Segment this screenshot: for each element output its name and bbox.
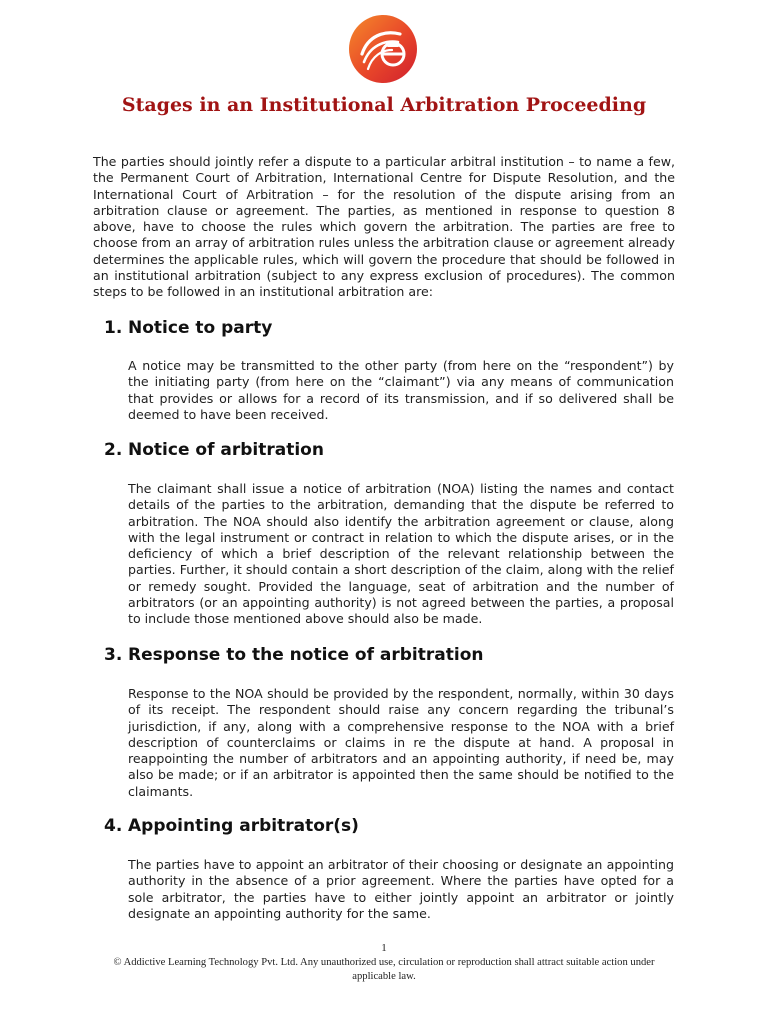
section-heading-response [104, 645, 483, 665]
document-title: Stages in an Institutional Arbitration Proceeding [121, 94, 647, 116]
section-number: 4. [104, 816, 123, 836]
section-heading-appointing-arbitrators [104, 816, 359, 836]
section-heading-notice-of-arbitration [104, 440, 324, 460]
section-number: 3. [104, 645, 123, 665]
section-number: 2. [104, 440, 123, 460]
section-title: Notice to party [128, 318, 273, 338]
section-paragraph-response: Response to the NOA should be provided by the respondent, normally, within 30 days of its receipt. The respondent should raise any concern regarding the tribunal’s jurisdiction, if any, along with a comprehensive response to the NOA with a brief description of counterclaims or claims in re the dispute at hand. A proposal in reappointing the number of arbitrators and an appointing authority, if need be, may also be made; or if an arbitrator is appointed then the same should be notified to the claimants. [128, 686, 674, 799]
section-paragraph-notice-of-arbitration: The claimant shall issue a notice of arbitration (NOA) listing the names and contact details of the parties to the arbitration, demanding that the dispute be referred to arbitration. The NOA should also identify the arbitration agreement or clause, along with the legal instrument or contract in relation to which the dispute arises, or in the deficiency of which a brief description of the relevant relationship between the parties. Further, it should contain a short description of the claim, along with the relief or remedy sought. Provided the language, seat of arbitration and the number of arbitrators (or an appointing authority) is not agreed between the parties, a proposal to include those mentioned above should also be made. [128, 481, 674, 627]
section-paragraph-notice-to-party: A notice may be transmitted to the other party (from here on the “respondent”) by the initiating party (from here on the “claimant”) via any means of communication that provides or allows for a record of its transmission, and if so delivered shall be deemed to have been received. [128, 358, 674, 422]
section-paragraph-appointing-arbitrators: The parties have to appoint an arbitrator of their choosing or designate an appointing authority in the absence of a prior agreement. Where the parties have opted for a sole arbitrator, the parties have to either jointly appoint an arbitrator or jointly designate an appointing authority for the same. [128, 857, 674, 921]
company-logo-icon [348, 14, 418, 84]
footer-copyright: © Addictive Learning Technology Pvt. Ltd. Any unauthorized use, circulation or reproduction shall attract suitable action under applicable law. [113, 957, 655, 982]
intro-paragraph: The parties should jointly refer a dispute to a particular arbitral institution – to name a few, the Permanent Court of Arbitration, International Centre for Dispute Resolution, and the International Court of Arbitration – for the resolution of the dispute arising from an arbitration clause or agreement. The parties, as mentioned in response to question 8 above, have to choose the rules which govern the arbitration. The parties are free to choose from an array of arbitration rules unless the arbitration clause or agreement already determines the applicable rules, which will govern the procedure that should be followed in an institutional arbitration (subject to any express exclusion of procedures). The common steps to be followed in an institutional arbitration are: [93, 154, 675, 300]
section-number: 1. [104, 318, 123, 338]
section-heading-notice-to-party [104, 318, 272, 338]
section-title: Notice of arbitration [128, 440, 324, 460]
section-title: Appointing arbitrator(s) [128, 816, 359, 836]
page-number: 1 [381, 942, 387, 954]
section-title: Response to the notice of arbitration [128, 645, 484, 665]
